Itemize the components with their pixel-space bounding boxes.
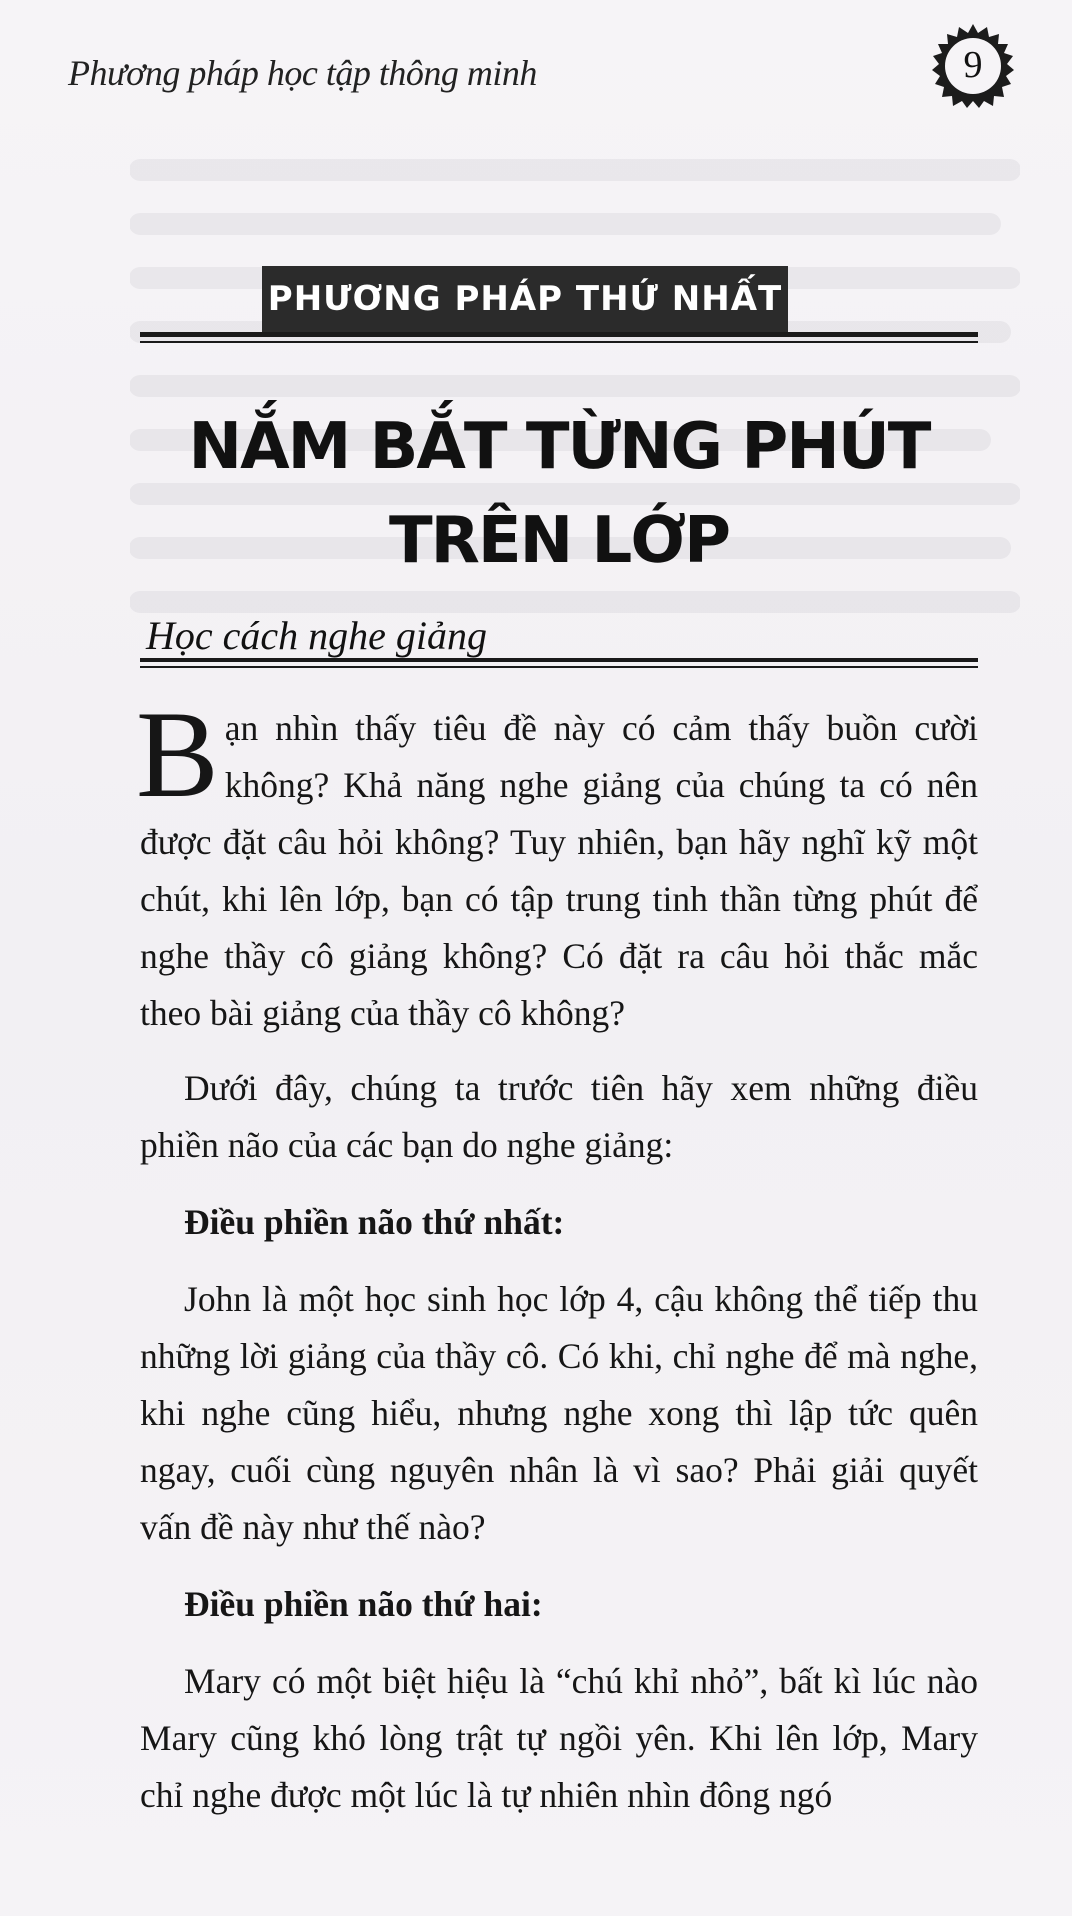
page-number-badge	[930, 22, 1016, 108]
heading-trouble-2: Điều phiền não thứ hai:	[184, 1584, 543, 1624]
section-label: PHƯƠNG PHÁP THỨ NHẤT	[262, 266, 788, 332]
chapter-title-line2: TRÊN LỚP	[388, 504, 730, 578]
paragraph-2	[140, 1060, 978, 1174]
subheading-divider	[140, 658, 978, 674]
paragraph-3: John là một học sinh học lớp 4, cậu không thể tiếp thu những lời giảng của thầy cô. Có khi, chỉ nghe để mà nghe, khi nghe cũng hiểu, nhưng nghe xong thì lập tức quên ngay, cuối cùng nguyên nhân là vì sao? Phải giải quyết vấn đề này như thế nào?	[140, 1279, 978, 1547]
chapter-title-line1: NẮM BẮT TỪNG PHÚT	[188, 410, 930, 484]
section-divider	[140, 332, 978, 350]
subheading: Học cách nghe giảng	[146, 613, 488, 658]
paragraph-2-text: Dưới đây, chúng ta trước tiên hãy xem những điều phiền não của các bạn do nghe giảng:	[140, 1068, 978, 1165]
body-text	[136, 686, 978, 1844]
paragraph-4: Mary có một biệt hiệu là “chú khỉ nhỏ”, bất kì lúc nào Mary cũng khó lòng trật tự ngồi yên. Khi lên lớp, Mary chỉ nghe được một lúc là tự nhiên nhìn đông ngó	[140, 1661, 978, 1815]
running-header: Phương pháp học tập thông minh	[68, 53, 537, 93]
drop-cap: B	[136, 686, 219, 823]
heading-trouble-1: Điều phiền não thứ nhất:	[184, 1202, 565, 1242]
paragraph-1-text: ạn nhìn thấy tiêu đề này có cảm thấy buồn cười không? Khả năng nghe giảng của chúng ta có nên được đặt câu hỏi không? Tuy nhiên, bạn hãy nghĩ kỹ một chút, khi lên lớp, bạn có tập trung tinh thần từng phút để nghe thầy cô giảng không? Có đặt ra câu hỏi thắc mắc theo bài giảng của thầy cô không?	[140, 708, 978, 1033]
page-number: 9	[963, 44, 983, 86]
chapter-title	[140, 400, 978, 588]
paragraph-1	[136, 686, 978, 1042]
